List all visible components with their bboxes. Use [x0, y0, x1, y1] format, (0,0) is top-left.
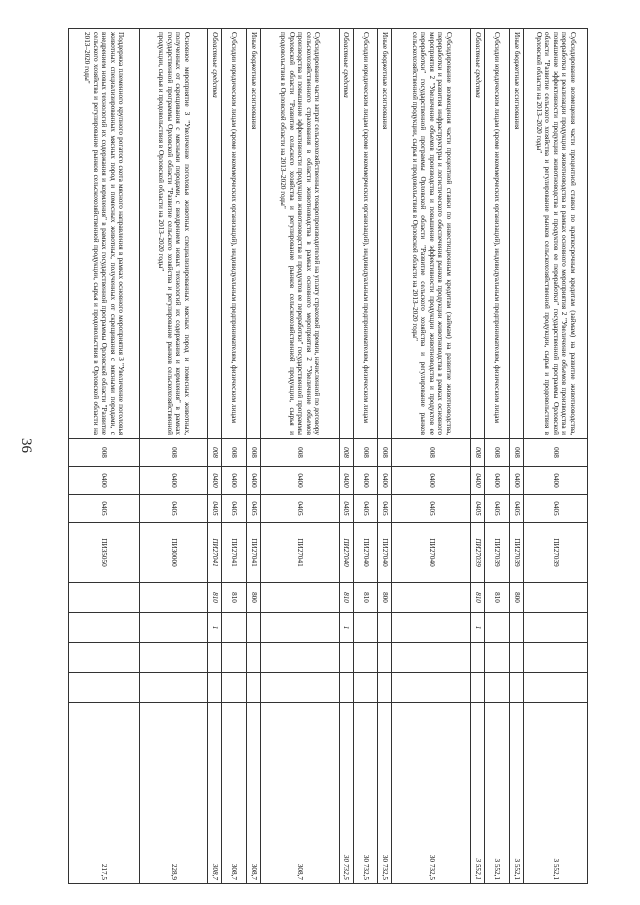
cell-grbs: 008 — [69, 439, 140, 467]
table-row — [471, 29, 485, 884]
cell-col-9 — [208, 673, 222, 703]
cell-sum: 30 732,5 — [353, 703, 378, 884]
row-name: Субсидирование части затрат сельскохозяйственных товаропроизводителей на уплату страховой премии, начисленной по договору сельскохозяйственного страхования в области животноводства в рамках основного мероприятия 2 "Увеличение объемов производства и повышение эффективности продукции животноводства и продуктов ее переработки" государственной программы Орловской области "Развитие сельского хозяйства и регулирование рынков сельскохозяйственной продукции, сырья и продовольствия в Орловской области на 2013–2020 годы" — [260, 29, 339, 439]
cell-subsection: 0405 — [246, 495, 260, 523]
cell-target-article: ПИ27041 — [246, 523, 260, 583]
row-name: Субсидии юридическим лицам (кроме некоммерческих организаций), индивидуальным предпринимателям, физическим лицам — [222, 29, 247, 439]
cell-sum: 308,7 — [246, 703, 260, 884]
cell-sum: 3 552,1 — [471, 703, 485, 884]
row-name: Субсидирование возмещения части процентной ставки по краткосрочным кредитам (займам) на развитие животноводства, переработки и реализации продукции животноводства в рамках основного мероприятия 2 "Увеличение объемов производства и повышение эффективности продукции животноводства и продуктов ее переработки" государственной программы Орловской области "Развитие сельского хозяйства и регулирование рынков сельскохозяйственной продукции, сырья и продовольствия в Орловской области на 2013–2020 годы" — [524, 29, 588, 439]
cell-subsection: 0405 — [260, 495, 339, 523]
cell-expense-type: 810 — [353, 583, 378, 613]
table-row — [222, 29, 247, 884]
cell-grbs: 008 — [260, 439, 339, 467]
budget-table — [68, 28, 588, 884]
cell-col-7 — [485, 613, 510, 643]
cell-col-8 — [246, 643, 260, 673]
cell-col-7 — [378, 613, 392, 643]
table-row — [485, 29, 510, 884]
cell-subsection: 0405 — [208, 495, 222, 523]
cell-col-9 — [509, 673, 523, 703]
table-row — [339, 29, 353, 884]
cell-target-article: ПИ27040 — [378, 523, 392, 583]
cell-col-8 — [524, 643, 588, 673]
cell-sum: 217,5 — [69, 703, 140, 884]
cell-grbs: 008 — [353, 439, 378, 467]
cell-section: 0400 — [471, 467, 485, 495]
cell-col-7: 1 — [339, 613, 353, 643]
cell-sum: 3 552,1 — [509, 703, 523, 884]
table-row — [246, 29, 260, 884]
cell-col-8 — [471, 643, 485, 673]
cell-grbs: 008 — [471, 439, 485, 467]
cell-target-article: ПИ27041 — [222, 523, 247, 583]
cell-col-9 — [392, 673, 471, 703]
cell-subsection: 0405 — [339, 495, 353, 523]
row-name: Основное мероприятие 3 "Увеличение поголовья животных специализированных мясных пород и помесных животных, полученных от скрещивания с мясными породами, с внедрением новых технологий их содержания и кормления" в рамках государственной программы Орловской области "Развитие сельского хозяйства и регулирование рынков сельскохозяйственной продукции, сырья и продовольствия в Орловской области на 2013–2020 годы" — [140, 29, 208, 439]
cell-grbs: 008 — [509, 439, 523, 467]
budget-table-body — [69, 29, 588, 884]
cell-col-9 — [378, 673, 392, 703]
table-row — [353, 29, 378, 884]
cell-col-7 — [260, 613, 339, 643]
table-row — [140, 29, 208, 884]
cell-sum: 308,7 — [222, 703, 247, 884]
cell-expense-type: 810 — [222, 583, 247, 613]
cell-expense-type: 810 — [339, 583, 353, 613]
cell-subsection: 0405 — [509, 495, 523, 523]
cell-col-8 — [69, 643, 140, 673]
cell-col-7 — [69, 613, 140, 643]
cell-sum: 228,9 — [140, 703, 208, 884]
cell-col-9 — [524, 673, 588, 703]
table-row — [509, 29, 523, 884]
cell-grbs: 008 — [140, 439, 208, 467]
cell-sum: 30 732,5 — [339, 703, 353, 884]
cell-col-7 — [392, 613, 471, 643]
cell-col-9 — [339, 673, 353, 703]
cell-section: 0400 — [485, 467, 510, 495]
cell-expense-type: 810 — [208, 583, 222, 613]
cell-grbs: 008 — [378, 439, 392, 467]
cell-col-7 — [524, 613, 588, 643]
cell-grbs: 008 — [208, 439, 222, 467]
cell-col-8 — [353, 643, 378, 673]
row-name: Иные бюджетные ассигнования — [378, 29, 392, 439]
table-row — [260, 29, 339, 884]
cell-expense-type — [524, 583, 588, 613]
cell-col-7 — [509, 613, 523, 643]
cell-expense-type: 800 — [246, 583, 260, 613]
cell-col-8 — [509, 643, 523, 673]
page-number: 36 — [18, 438, 34, 453]
cell-subsection: 0405 — [378, 495, 392, 523]
rotated-table-wrapper — [68, 28, 588, 883]
cell-section: 0400 — [260, 467, 339, 495]
cell-col-7: 1 — [208, 613, 222, 643]
cell-col-8 — [485, 643, 510, 673]
cell-col-9 — [140, 673, 208, 703]
cell-target-article: ПИ27039 — [509, 523, 523, 583]
cell-target-article: ПИ27041 — [260, 523, 339, 583]
cell-grbs: 008 — [392, 439, 471, 467]
cell-grbs: 008 — [339, 439, 353, 467]
table-row — [392, 29, 471, 884]
cell-subsection: 0405 — [140, 495, 208, 523]
cell-col-7 — [140, 613, 208, 643]
cell-sum: 308,7 — [208, 703, 222, 884]
cell-expense-type — [392, 583, 471, 613]
cell-grbs: 008 — [222, 439, 247, 467]
cell-col-8 — [140, 643, 208, 673]
cell-target-article: ПИ35050 — [69, 523, 140, 583]
cell-col-9 — [246, 673, 260, 703]
table-row — [208, 29, 222, 884]
row-name: Иные бюджетные ассигнования — [246, 29, 260, 439]
cell-subsection: 0405 — [392, 495, 471, 523]
cell-sum: 3 552,1 — [485, 703, 510, 884]
cell-section: 0400 — [353, 467, 378, 495]
cell-grbs: 008 — [246, 439, 260, 467]
cell-target-article: ПИ27040 — [353, 523, 378, 583]
cell-col-9 — [222, 673, 247, 703]
cell-subsection: 0405 — [524, 495, 588, 523]
cell-expense-type: 800 — [378, 583, 392, 613]
cell-col-9 — [471, 673, 485, 703]
table-row — [524, 29, 588, 884]
cell-target-article: ПИ27039 — [485, 523, 510, 583]
cell-target-article: ПИ27039 — [471, 523, 485, 583]
cell-section: 0400 — [339, 467, 353, 495]
cell-section: 0400 — [222, 467, 247, 495]
cell-col-8 — [208, 643, 222, 673]
row-name: Областные средства — [471, 29, 485, 439]
cell-expense-type: 800 — [509, 583, 523, 613]
cell-subsection: 0405 — [353, 495, 378, 523]
cell-col-8 — [392, 643, 471, 673]
row-name: Субсидирование возмещения части процентной ставки по инвестиционным кредитам (займам) на развитие животноводства, переработки и развития инфраструктуры и логистического обеспечения рынков продукции животноводства в рамках основного мероприятия 2 "Увеличение объемов производства и повышение эффективности продукции животноводства и продуктов ее переработки" государственной программы Орловской области "Развитие сельского хозяйства и регулирование рынков сельскохозяйственной продукции, сырья и продовольствия в Орловской области на 2013–2020 годы" — [392, 29, 471, 439]
cell-section: 0400 — [208, 467, 222, 495]
cell-section: 0400 — [246, 467, 260, 495]
cell-expense-type — [69, 583, 140, 613]
cell-target-article: ПИ30000 — [140, 523, 208, 583]
cell-target-article: ПИ27039 — [524, 523, 588, 583]
cell-col-8 — [222, 643, 247, 673]
row-name: Поддержка племенного крупного рогатого скота мясного направления в рамках основного мероприятия 3 "Увеличение поголовья животных специализированных мясных пород и помесных животных, полученных от скрещивания с мясными породами, с внедрением новых технологий их содержания и кормления" в рамках государственной программы Орловской области "Развитие сельского хозяйства и регулирование рынков сельскохозяйственной продукции, сырья и продовольствия в Орловской области на 2013–2020 годы" — [69, 29, 140, 439]
cell-section: 0400 — [392, 467, 471, 495]
cell-section: 0400 — [378, 467, 392, 495]
cell-col-8 — [378, 643, 392, 673]
cell-col-7: 1 — [471, 613, 485, 643]
cell-expense-type: 810 — [471, 583, 485, 613]
cell-col-9 — [485, 673, 510, 703]
cell-target-article: ПИ27041 — [208, 523, 222, 583]
cell-target-article: ПИ27040 — [339, 523, 353, 583]
cell-sum: 30 732,5 — [378, 703, 392, 884]
row-name: Иные бюджетные ассигнования — [509, 29, 523, 439]
cell-subsection: 0405 — [471, 495, 485, 523]
cell-col-8 — [339, 643, 353, 673]
cell-expense-type — [260, 583, 339, 613]
cell-col-9 — [260, 673, 339, 703]
cell-section: 0400 — [140, 467, 208, 495]
cell-expense-type — [140, 583, 208, 613]
row-name: Областные средства — [208, 29, 222, 439]
table-row — [69, 29, 140, 884]
cell-sum: 308,7 — [260, 703, 339, 884]
cell-grbs: 008 — [524, 439, 588, 467]
cell-section: 0400 — [524, 467, 588, 495]
cell-subsection: 0405 — [69, 495, 140, 523]
row-name: Областные средства — [339, 29, 353, 439]
cell-sum: 30 732,5 — [392, 703, 471, 884]
cell-sum: 3 552,1 — [524, 703, 588, 884]
cell-grbs: 008 — [485, 439, 510, 467]
cell-section: 0400 — [69, 467, 140, 495]
cell-target-article: ПИ27040 — [392, 523, 471, 583]
table-row — [378, 29, 392, 884]
cell-col-7 — [353, 613, 378, 643]
row-name: Субсидии юридическим лицам (кроме некоммерческих организаций), индивидуальным предпринимателям, физическим лицам — [353, 29, 378, 439]
cell-col-7 — [246, 613, 260, 643]
cell-col-9 — [69, 673, 140, 703]
cell-section: 0400 — [509, 467, 523, 495]
cell-subsection: 0405 — [485, 495, 510, 523]
row-name: Субсидии юридическим лицам (кроме некоммерческих организаций), индивидуальным предпринимателям, физическим лицам — [485, 29, 510, 439]
cell-col-9 — [353, 673, 378, 703]
cell-subsection: 0405 — [222, 495, 247, 523]
cell-col-8 — [260, 643, 339, 673]
cell-expense-type: 810 — [485, 583, 510, 613]
cell-col-7 — [222, 613, 247, 643]
